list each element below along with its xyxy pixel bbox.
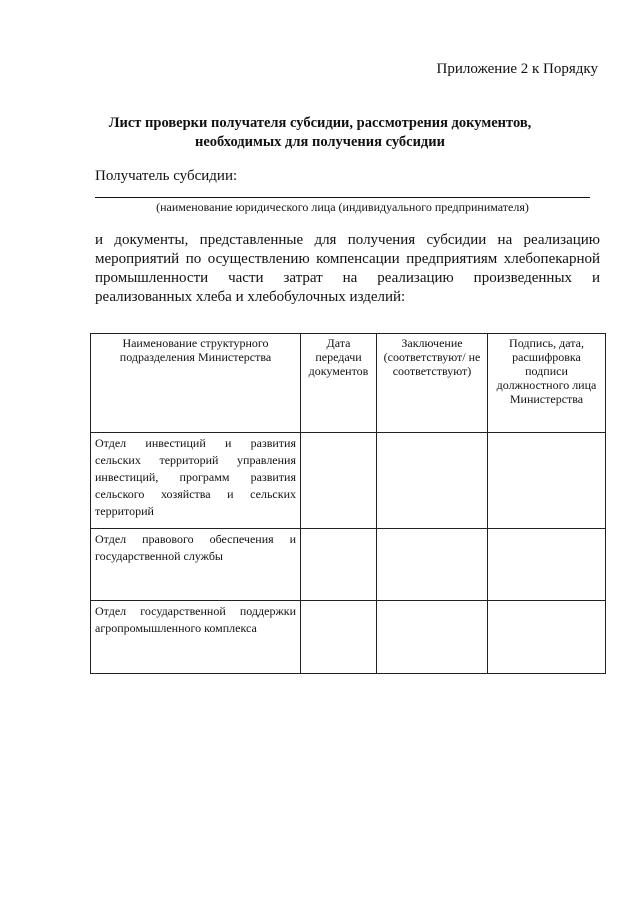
table-row [91, 601, 606, 674]
check-table [90, 333, 606, 674]
recipient-label: Получатель субсидии: [95, 168, 238, 184]
conclusion-cell [377, 529, 488, 601]
recipient-fill-line [95, 197, 590, 198]
header-signature: Подпись, дата, расшифровка подписи должностного лица Министерства [488, 334, 606, 433]
date-cell [301, 529, 377, 601]
document-title: Лист проверки получателя субсидии, рассмотрения документов, необходимых для получения субсидии [108, 115, 532, 150]
table-row [91, 433, 606, 529]
body-paragraph: и документы, представленные для получения субсидии на реализацию мероприятий по осуществлению компенсации предприятиям хлебопекарной промышленности части затрат на реализацию произведенных и реализованных хлеба и хлебобулочных изделий: [95, 232, 600, 305]
signature-cell [488, 601, 606, 674]
date-cell [301, 433, 377, 529]
conclusion-cell [377, 433, 488, 529]
recipient-caption: (наименование юридического лица (индивидуального предпринимателя) [156, 200, 529, 214]
header-conclusion: Заключение (соответствуют/ не соответствуют) [377, 334, 488, 433]
conclusion-cell [377, 601, 488, 674]
department-cell: Отдел государственной поддержки агропромышленного комплекса [91, 601, 301, 674]
department-cell: Отдел инвестиций и развития сельских территорий управления инвестиций, программ развития сельского хозяйства и сельских территорий [91, 433, 301, 529]
header-date: Дата передачи документов [301, 334, 377, 433]
table-row [91, 529, 606, 601]
header-department: Наименование структурного подразделения Министерства [91, 334, 301, 433]
signature-cell [488, 529, 606, 601]
appendix-label: Приложение 2 к Порядку [436, 61, 598, 77]
table-header-row [91, 334, 606, 433]
department-cell: Отдел правового обеспечения и государственной службы [91, 529, 301, 601]
date-cell [301, 601, 377, 674]
signature-cell [488, 433, 606, 529]
